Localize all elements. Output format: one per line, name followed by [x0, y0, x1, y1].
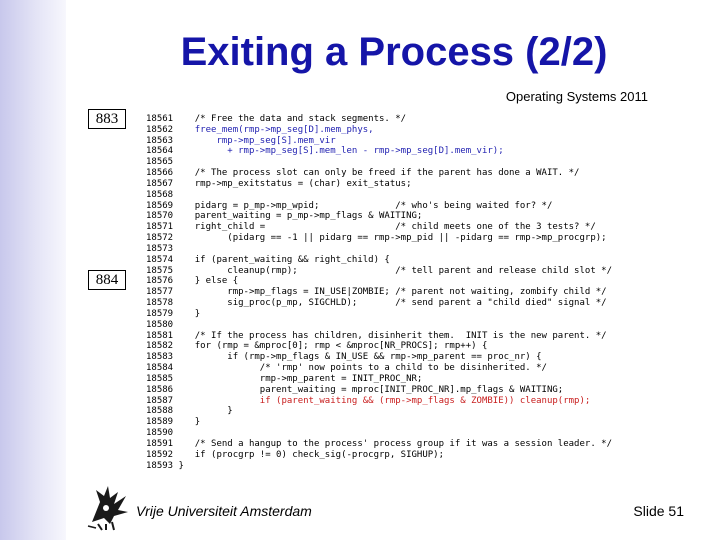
code-line — [146, 190, 612, 201]
line-number: 18582 — [146, 341, 174, 352]
code-text: /* 'rmp' now points to a child to be disinherited. */ — [173, 363, 547, 374]
code-line — [146, 320, 612, 331]
code-line — [146, 341, 612, 352]
code-line — [146, 309, 612, 320]
line-number: 18576 — [146, 276, 174, 287]
code-text: /* Free the data and stack segments. */ — [173, 114, 407, 124]
code-text: cleanup(rmp); /* tell parent and release child slot */ — [173, 265, 612, 276]
line-number: 18567 — [146, 178, 174, 189]
code-line — [146, 276, 612, 287]
code-text: free_mem(rmp->mp_seg[D].mem_phys, — [173, 124, 374, 135]
code-line — [146, 157, 612, 168]
book-page-marker-883: 883 — [88, 109, 126, 129]
code-text: if (parent_waiting && (rmp->mp_flags & ZOMBIE)) cleanup(rmp); — [173, 395, 591, 406]
code-text: } — [173, 417, 201, 428]
line-number: 18577 — [146, 287, 174, 298]
code-line — [146, 406, 612, 417]
code-line — [146, 211, 612, 222]
code-text: if (procgrp != 0) check_sig(-procgrp, SIGHUP); — [173, 449, 445, 460]
code-text: if (rmp->mp_flags & IN_USE && rmp->mp_parent == proc_nr) { — [173, 352, 542, 363]
line-number: 18573 — [146, 243, 174, 254]
code-line — [146, 233, 612, 244]
code-text: parent_waiting = mproc[INIT_PROC_NR].mp_flags & WAITING; — [173, 384, 564, 395]
code-text: rmp->mp_flags = IN_USE|ZOMBIE; /* parent not waiting, zombify child */ — [173, 287, 607, 298]
code-line — [146, 298, 612, 309]
line-number: 18585 — [146, 373, 174, 384]
line-number: 18569 — [146, 200, 174, 211]
line-number: 18581 — [146, 330, 174, 341]
slide-title: Exiting a Process (2/2) — [180, 30, 608, 74]
code-line — [146, 201, 612, 212]
code-line — [146, 461, 612, 472]
line-number: 18583 — [146, 352, 174, 363]
line-number: 18564 — [146, 146, 174, 157]
code-text: } — [173, 308, 201, 319]
line-number: 18563 — [146, 135, 174, 146]
footer-institution: Vrije Universiteit Amsterdam — [136, 503, 312, 519]
book-page-marker-884: 884 — [88, 270, 126, 290]
line-number: 18580 — [146, 319, 174, 330]
code-text: for (rmp = &mproc[0]; rmp < &mproc[NR_PROCS]; rmp++) { — [173, 341, 488, 352]
code-line — [146, 244, 612, 255]
code-line — [146, 331, 612, 342]
code-line — [146, 125, 612, 136]
code-line — [146, 179, 612, 190]
line-number: 18568 — [146, 189, 174, 200]
code-line — [146, 114, 612, 125]
code-listing — [146, 114, 612, 471]
code-line — [146, 450, 612, 461]
line-number: 18571 — [146, 222, 174, 233]
vu-griffin-logo-icon — [84, 482, 132, 532]
code-line — [146, 374, 612, 385]
code-line — [146, 385, 612, 396]
code-line — [146, 439, 612, 450]
line-number: 18586 — [146, 384, 174, 395]
code-text: rmp->mp_parent = INIT_PROC_NR; — [173, 373, 423, 384]
line-number: 18566 — [146, 168, 174, 179]
code-text: } else { — [173, 276, 239, 287]
code-text: if (parent_waiting && right_child) { — [173, 254, 390, 265]
code-text: /* If the process has children, disinherit them. INIT is the new parent. */ — [173, 330, 607, 341]
line-number: 18584 — [146, 363, 174, 374]
line-number: 18575 — [146, 265, 174, 276]
code-text: (pidarg == -1 || pidarg == rmp->mp_pid || -pidarg == rmp->mp_procgrp); — [173, 233, 607, 244]
line-number: 18565 — [146, 157, 174, 168]
code-line — [146, 146, 612, 157]
code-line — [146, 222, 612, 233]
line-number: 18562 — [146, 124, 174, 135]
code-line — [146, 168, 612, 179]
line-number: 18578 — [146, 298, 174, 309]
code-text: /* The process slot can only be freed if the parent has done a WAIT. */ — [173, 168, 580, 179]
code-line — [146, 266, 612, 277]
line-number: 18590 — [146, 428, 174, 439]
code-text: } — [173, 406, 233, 417]
line-number: 18589 — [146, 417, 174, 428]
code-text: pidarg = p_mp->mp_wpid; /* who's being waited for? */ — [173, 200, 553, 211]
code-text: /* Send a hangup to the process' process group if it was a session leader. */ — [173, 438, 612, 449]
line-number: 18587 — [146, 395, 174, 406]
left-gradient-band — [0, 0, 66, 540]
code-line — [146, 136, 612, 147]
line-number: 18592 — [146, 449, 174, 460]
code-text: sig_proc(p_mp, SIGCHLD); /* send parent a "child died" signal */ — [173, 298, 607, 309]
code-line — [146, 255, 612, 266]
line-number: 18572 — [146, 233, 174, 244]
course-subtitle: Operating Systems 2011 — [505, 89, 648, 104]
code-text: right_child = /* child meets one of the 3 tests? */ — [173, 222, 596, 233]
line-number: 18588 — [146, 406, 174, 417]
code-line — [146, 287, 612, 298]
code-line — [146, 363, 612, 374]
line-number: 18570 — [146, 211, 174, 222]
code-line — [146, 396, 612, 407]
code-line — [146, 352, 612, 363]
code-text: + rmp->mp_seg[S].mem_len - rmp->mp_seg[D].mem_vir); — [173, 146, 504, 157]
line-number: 18593 — [146, 460, 174, 471]
code-line — [146, 417, 612, 428]
line-number: 18591 — [146, 438, 174, 449]
line-number: 18561 — [146, 114, 174, 124]
line-number: 18579 — [146, 308, 174, 319]
slide-number: Slide 51 — [633, 503, 684, 519]
code-text: parent_waiting = p_mp->mp_flags & WAITING; — [173, 211, 423, 222]
code-text: rmp->mp_seg[S].mem_vir — [173, 135, 336, 146]
code-text: rmp->mp_exitstatus = (char) exit_status; — [173, 178, 412, 189]
line-number: 18574 — [146, 254, 174, 265]
code-text: } — [173, 460, 184, 471]
code-line — [146, 428, 612, 439]
